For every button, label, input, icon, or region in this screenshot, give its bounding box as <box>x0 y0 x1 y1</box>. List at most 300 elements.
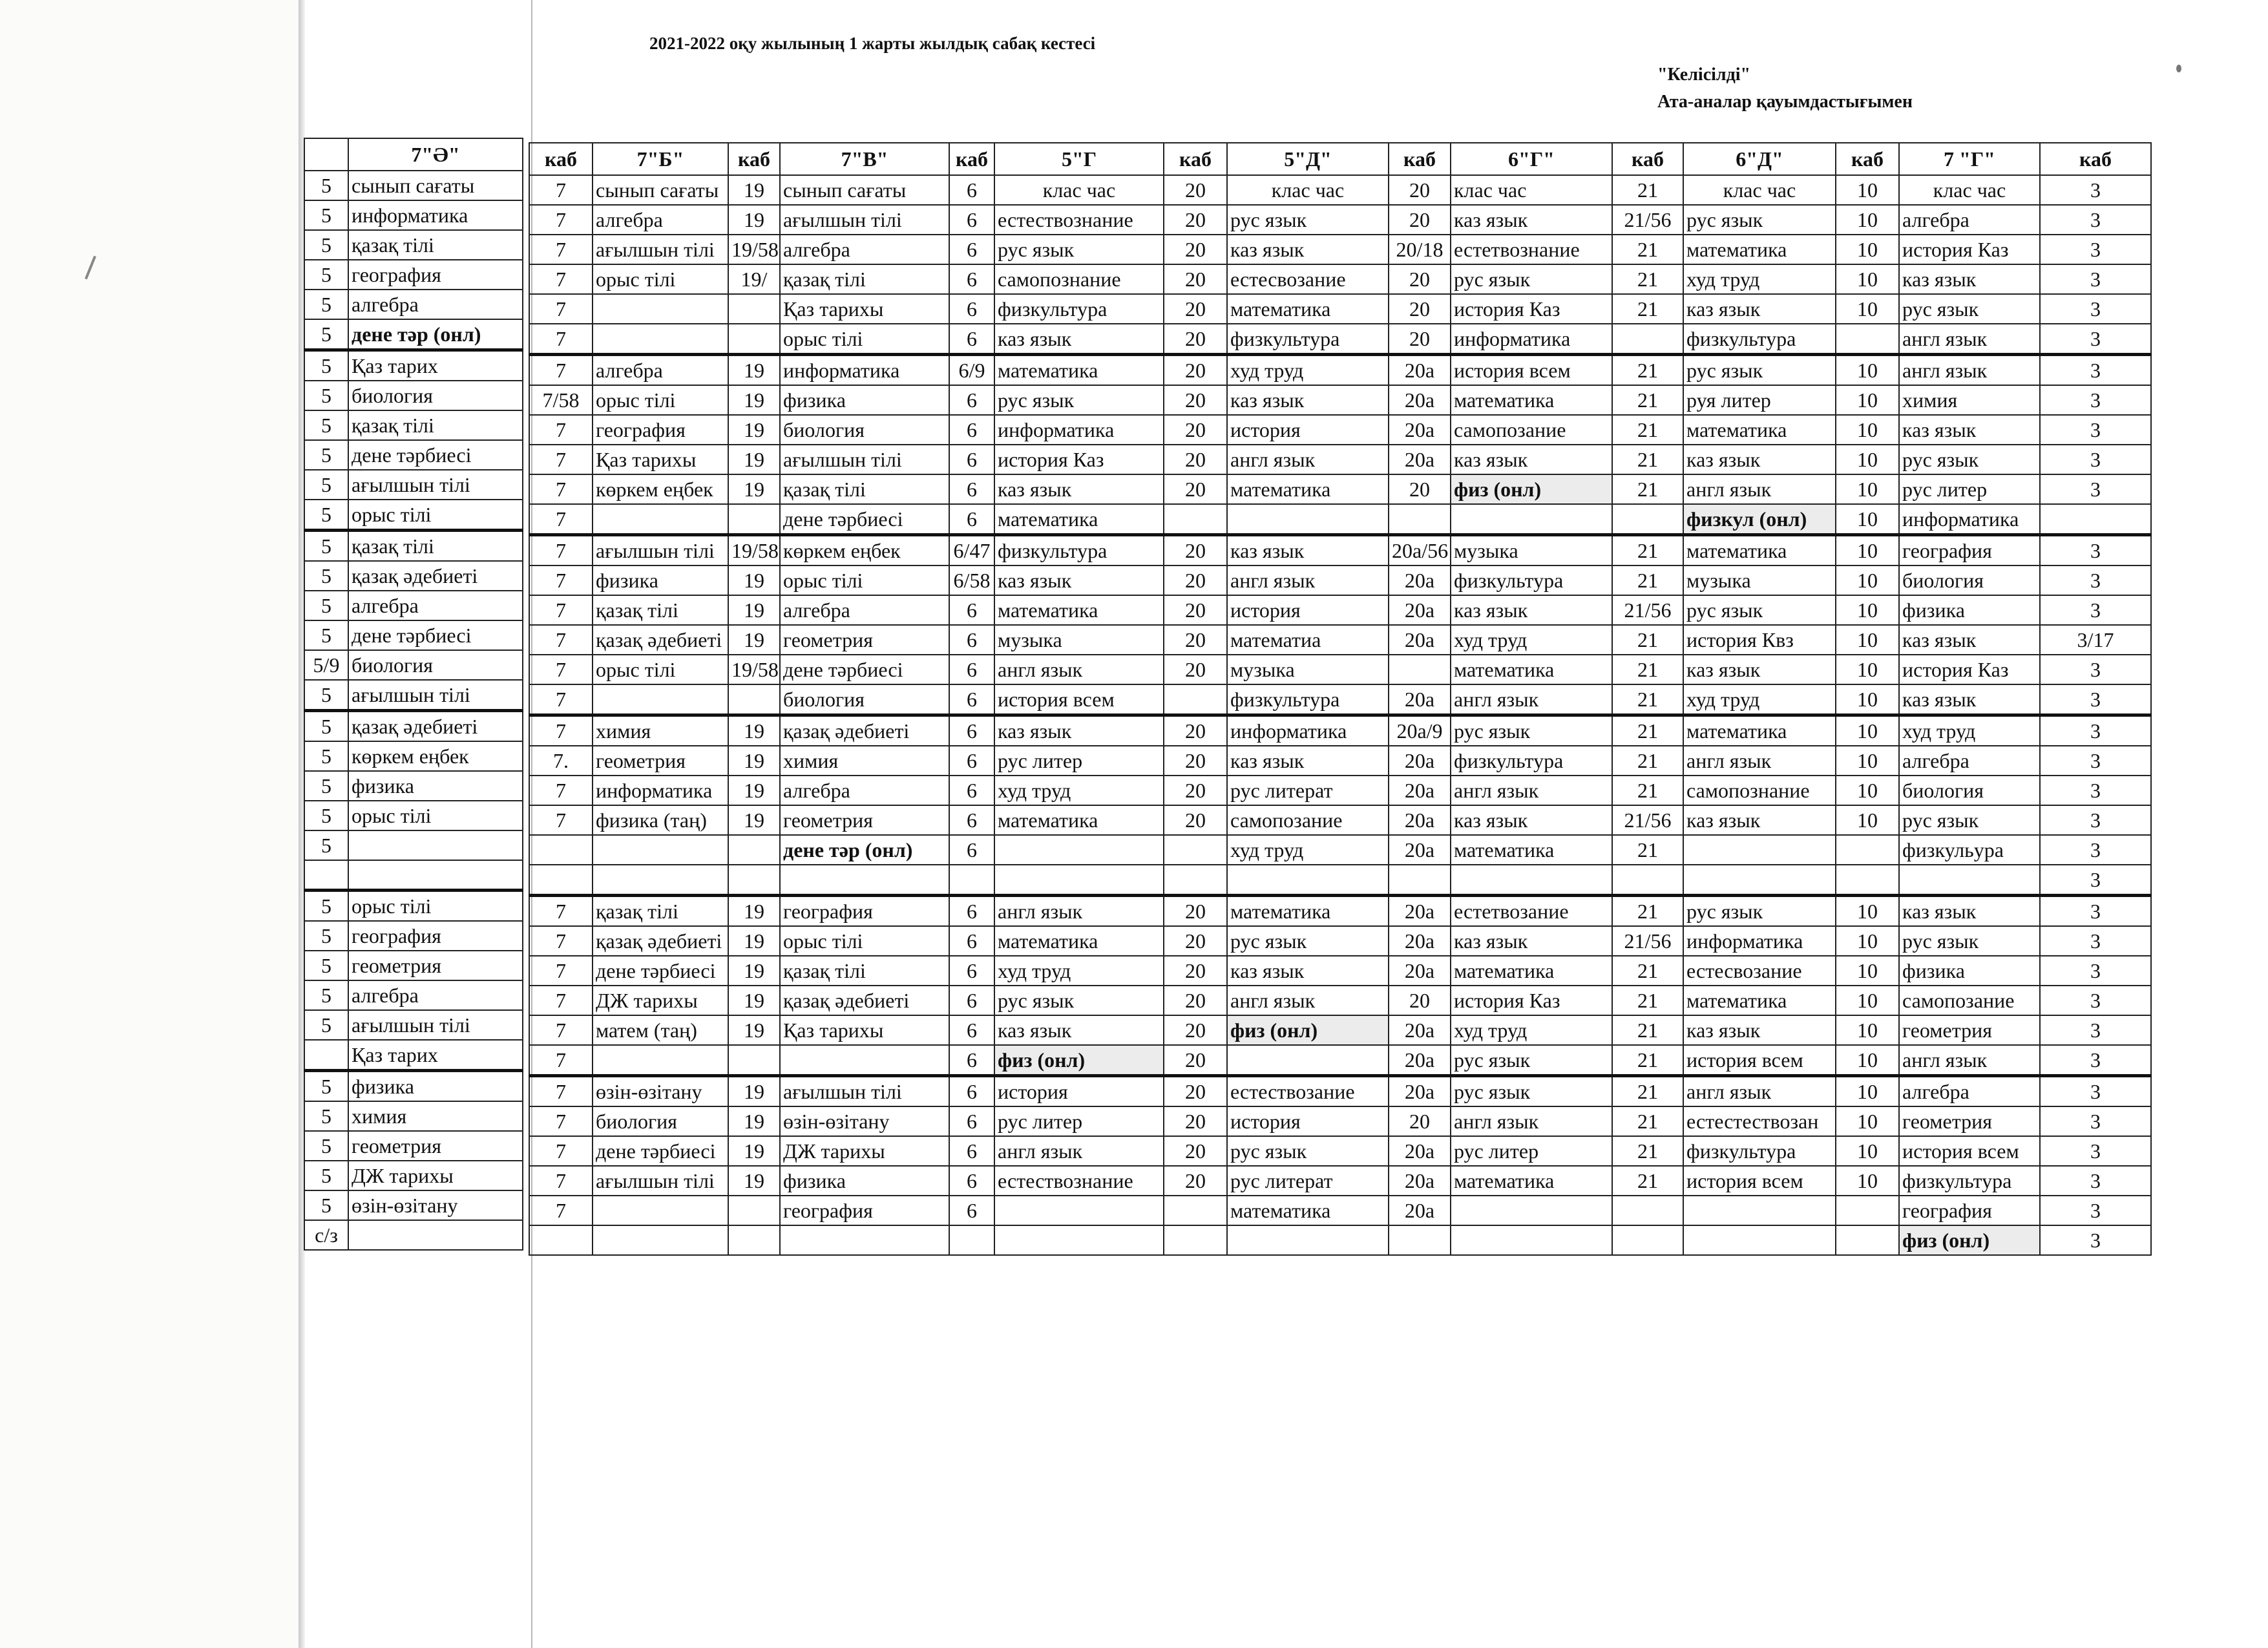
table-row <box>529 1106 2151 1136</box>
table-cell: ағылшын тілі <box>348 470 523 500</box>
table-cell: Қаз тарих <box>348 1040 523 1071</box>
table-row <box>529 1196 2151 1225</box>
table-cell: естествознание <box>994 1166 1164 1196</box>
table-cell: рус язык <box>1683 205 1836 235</box>
table-cell: математика <box>1451 385 1612 415</box>
table-cell: 20а <box>1389 1045 1451 1076</box>
table-cell <box>1451 1196 1612 1225</box>
table-row <box>304 531 523 562</box>
table-cell: 20 <box>1164 776 1227 805</box>
approval-line-2: Ата-аналар қауымдастығымен <box>1657 92 1913 112</box>
table-cell: с/з <box>304 1220 348 1250</box>
table-cell: естестествозан <box>1683 1106 1836 1136</box>
table-cell <box>728 1196 780 1225</box>
table-cell: рус язык <box>1683 355 1836 386</box>
table-cell: геометрия <box>780 625 949 655</box>
table-cell <box>1612 504 1683 535</box>
table-cell: англ язык <box>1451 776 1612 805</box>
table-cell: 10 <box>1836 684 1899 715</box>
table-cell: 19 <box>728 805 780 835</box>
table-cell: ДЖ тарихы <box>780 1136 949 1166</box>
table-cell: 20 <box>1164 655 1227 684</box>
table-cell: 6 <box>949 986 994 1015</box>
table-cell: каб <box>529 143 593 175</box>
table-cell <box>593 684 728 715</box>
table-cell: 21/56 <box>1612 205 1683 235</box>
table-cell: англ язык <box>1683 474 1836 504</box>
table-cell: қазақ тілі <box>593 896 728 927</box>
table-row <box>304 680 523 711</box>
table-cell: 21 <box>1612 1106 1683 1136</box>
table-cell: 5 <box>304 1190 348 1220</box>
table-cell: 10 <box>1836 1166 1899 1196</box>
table-cell <box>1836 835 1899 865</box>
table-cell: 7 <box>529 175 593 205</box>
table-cell: матем (таң) <box>593 1015 728 1045</box>
page-title: 2021-2022 оқу жылының 1 жарты жылдық сабақ кестесі <box>649 34 1096 53</box>
table-cell: 5 <box>304 1070 348 1101</box>
table-cell: ағылшын тілі <box>780 1076 949 1107</box>
table-cell: 10 <box>1836 565 1899 595</box>
table-cell: 7 <box>529 896 593 927</box>
table-cell: 10 <box>1836 355 1899 386</box>
table-cell: физика <box>348 771 523 801</box>
table-cell: 10 <box>1836 595 1899 625</box>
table-row <box>304 1161 523 1190</box>
table-cell <box>728 684 780 715</box>
table-cell: 6/9 <box>949 355 994 386</box>
table-cell: 5 <box>304 500 348 531</box>
table-row <box>304 650 523 680</box>
table-cell: ағылшын тілі <box>593 1166 728 1196</box>
table-cell: 19/58 <box>728 235 780 264</box>
table-cell: 6 <box>949 205 994 235</box>
table-cell: каз язык <box>1451 926 1612 956</box>
table-cell: клас час <box>1227 175 1389 205</box>
table-cell: 5 <box>304 290 348 319</box>
table-cell: 6 <box>949 684 994 715</box>
table-cell: қазақ тілі <box>780 956 949 986</box>
table-cell: музыка <box>1227 655 1389 684</box>
table-cell: 5 <box>304 470 348 500</box>
table-cell: алгебра <box>1899 1076 2040 1107</box>
table-row <box>304 230 523 260</box>
table-cell: 21 <box>1612 565 1683 595</box>
table-cell: математика <box>1227 896 1389 927</box>
table-cell <box>1389 655 1451 684</box>
table-cell: информатика <box>593 776 728 805</box>
table-cell: 7. <box>529 746 593 776</box>
table-cell: 20 <box>1389 986 1451 1015</box>
table-cell: 20 <box>1164 746 1227 776</box>
table-cell: 21 <box>1612 445 1683 474</box>
table-cell: 7 <box>529 684 593 715</box>
table-cell: 10 <box>1836 294 1899 324</box>
table-row <box>304 771 523 801</box>
table-cell: 10 <box>1836 535 1899 566</box>
table-cell: алгебра <box>780 776 949 805</box>
table-cell: 19 <box>728 776 780 805</box>
table-cell: 3 <box>2040 324 2151 355</box>
table-cell: 7 <box>529 1106 593 1136</box>
table-cell: 20а <box>1389 1196 1451 1225</box>
table-cell <box>348 1220 523 1250</box>
table-cell <box>1389 504 1451 535</box>
table-cell: 10 <box>1836 926 1899 956</box>
table-cell <box>1227 1225 1389 1255</box>
table-cell: 5"Д" <box>1227 143 1389 175</box>
table-cell: информатика <box>994 415 1164 445</box>
table-cell: 20а <box>1389 1015 1451 1045</box>
table-cell: самопознание <box>994 264 1164 294</box>
table-cell: 5 <box>304 1010 348 1040</box>
table-cell: 3 <box>2040 896 2151 927</box>
table-cell: 20 <box>1164 474 1227 504</box>
table-row <box>304 801 523 830</box>
table-cell: 3 <box>2040 175 2151 205</box>
table-cell: 20а/9 <box>1389 715 1451 746</box>
table-cell: 3 <box>2040 715 2151 746</box>
table-cell <box>304 138 348 171</box>
table-cell: рус язык <box>1899 926 2040 956</box>
table-cell: 6 <box>949 235 994 264</box>
table-cell: Қаз тарихы <box>780 294 949 324</box>
table-cell: 20 <box>1164 1106 1227 1136</box>
table-cell: 10 <box>1836 205 1899 235</box>
table-cell: каб <box>1836 143 1899 175</box>
table-cell: ағылшын тілі <box>593 535 728 566</box>
table-row <box>304 951 523 980</box>
table-cell: 20а <box>1389 1136 1451 1166</box>
table-cell: худ труд <box>1683 684 1836 715</box>
table-cell: рус язык <box>1683 595 1836 625</box>
approval-block <box>1657 61 1913 116</box>
table-cell <box>728 1225 780 1255</box>
table-row <box>304 1070 523 1101</box>
table-cell: 6 <box>949 175 994 205</box>
table-cell: 10 <box>1836 896 1899 927</box>
table-cell: каз язык <box>1227 956 1389 986</box>
table-cell: 6"Д" <box>1683 143 1836 175</box>
table-cell: 20а <box>1389 415 1451 445</box>
table-cell: ДЖ тарихы <box>593 986 728 1015</box>
table-cell <box>1836 1196 1899 1225</box>
table-cell: 20 <box>1164 715 1227 746</box>
table-cell: 19 <box>728 474 780 504</box>
table-cell: математика <box>1227 294 1389 324</box>
table-cell: рус литерат <box>1227 776 1389 805</box>
table-cell: 10 <box>1836 385 1899 415</box>
table-cell: рус литер <box>994 1106 1164 1136</box>
table-cell <box>529 1225 593 1255</box>
table-cell: 7 <box>529 355 593 386</box>
table-cell: 21 <box>1612 1015 1683 1045</box>
table-cell: 5 <box>304 200 348 230</box>
table-cell: 20 <box>1164 565 1227 595</box>
table-cell: 7 <box>529 655 593 684</box>
table-cell <box>1683 1196 1836 1225</box>
table-cell <box>994 1225 1164 1255</box>
table-cell: 3 <box>2040 805 2151 835</box>
table-cell: 6 <box>949 385 994 415</box>
table-cell: 21 <box>1612 956 1683 986</box>
table-cell: 10 <box>1836 715 1899 746</box>
table-cell: 6 <box>949 1045 994 1076</box>
table-row <box>529 175 2151 205</box>
table-cell: каз язык <box>1899 684 2040 715</box>
table-cell: 21 <box>1612 684 1683 715</box>
table-cell: 6 <box>949 415 994 445</box>
table-cell <box>1164 684 1227 715</box>
table-cell: англ язык <box>1451 684 1612 715</box>
table-cell: 21/56 <box>1612 926 1683 956</box>
table-cell: 10 <box>1836 415 1899 445</box>
table-cell: каз язык <box>994 474 1164 504</box>
table-cell: алгебра <box>1899 746 2040 776</box>
table-cell: өзін-өзітану <box>780 1106 949 1136</box>
table-cell <box>994 865 1164 896</box>
table-cell: информатика <box>1227 715 1389 746</box>
table-cell: 10 <box>1836 986 1899 1015</box>
table-cell: 20 <box>1164 625 1227 655</box>
table-row <box>529 324 2151 355</box>
table-cell: информатика <box>780 355 949 386</box>
table-cell: 21 <box>1612 264 1683 294</box>
table-cell: рус язык <box>1899 445 2040 474</box>
table-cell: 7 <box>529 625 593 655</box>
left-schedule-table <box>304 138 523 1251</box>
table-cell: 20а <box>1389 956 1451 986</box>
table-cell: 7 <box>529 535 593 566</box>
table-cell: 6 <box>949 264 994 294</box>
table-row <box>529 926 2151 956</box>
table-cell: Қаз тарих <box>348 350 523 381</box>
table-cell: 20 <box>1164 445 1227 474</box>
table-cell: 20 <box>1164 324 1227 355</box>
approval-line-1: "Келісілді" <box>1657 65 1751 85</box>
table-cell <box>994 1196 1164 1225</box>
table-cell: 7"Б" <box>593 143 728 175</box>
table-cell: 10 <box>1836 445 1899 474</box>
table-cell: өзін-өзітану <box>348 1190 523 1220</box>
table-cell <box>1836 865 1899 896</box>
table-cell: математика <box>994 805 1164 835</box>
table-cell: история всем <box>1683 1166 1836 1196</box>
table-row <box>529 655 2151 684</box>
table-row <box>304 711 523 742</box>
table-cell: 5 <box>304 591 348 620</box>
table-cell: 3 <box>2040 684 2151 715</box>
ink-dot <box>2176 65 2181 72</box>
table-cell: орыс тілі <box>348 801 523 830</box>
table-cell: география <box>1899 535 2040 566</box>
table-cell: рус литер <box>1899 474 2040 504</box>
table-cell: математика <box>1451 1166 1612 1196</box>
table-row <box>529 264 2151 294</box>
table-cell: алгебра <box>348 980 523 1010</box>
table-cell: каз язык <box>1451 595 1612 625</box>
table-cell <box>304 860 348 890</box>
table-row <box>304 591 523 620</box>
table-row <box>304 381 523 410</box>
table-cell: 19 <box>728 415 780 445</box>
table-cell: дене тәрбиесі <box>593 1136 728 1166</box>
table-cell: дене тәрбиесі <box>780 655 949 684</box>
table-cell: худ труд <box>1227 835 1389 865</box>
table-cell: 20а <box>1389 746 1451 776</box>
table-cell: рус язык <box>1451 264 1612 294</box>
table-row <box>304 1220 523 1250</box>
table-cell: каз язык <box>1899 264 2040 294</box>
table-cell: 20 <box>1164 1076 1227 1107</box>
table-cell: география <box>780 1196 949 1225</box>
table-cell: геометрия <box>1899 1015 2040 1045</box>
table-cell <box>1164 1196 1227 1225</box>
table-cell: қазақ тілі <box>348 230 523 260</box>
table-cell: каз язык <box>1451 805 1612 835</box>
table-cell: 21 <box>1612 746 1683 776</box>
table-cell: каз язык <box>1227 235 1389 264</box>
table-row <box>529 835 2151 865</box>
table-cell: көркем еңбек <box>593 474 728 504</box>
table-cell: 7 <box>529 1076 593 1107</box>
table-cell: 20 <box>1389 474 1451 504</box>
table-cell: худ труд <box>994 956 1164 986</box>
table-cell: 5 <box>304 531 348 562</box>
table-row <box>529 1015 2151 1045</box>
table-cell <box>728 294 780 324</box>
table-cell: 20 <box>1164 235 1227 264</box>
table-cell: 6 <box>949 1166 994 1196</box>
table-cell: биология <box>593 1106 728 1136</box>
table-cell: 6/47 <box>949 535 994 566</box>
table-cell: 21 <box>1612 835 1683 865</box>
table-cell: 19 <box>728 715 780 746</box>
table-cell: математика <box>1683 535 1836 566</box>
table-cell: 20а <box>1389 684 1451 715</box>
table-cell: физика <box>780 1166 949 1196</box>
table-cell: 20 <box>1164 986 1227 1015</box>
table-row <box>529 715 2151 746</box>
table-cell: 20 <box>1164 805 1227 835</box>
table-cell: 19 <box>728 625 780 655</box>
table-cell: 19 <box>728 926 780 956</box>
table-cell: 20 <box>1164 896 1227 927</box>
table-row <box>304 1190 523 1220</box>
table-cell: физкультура <box>994 535 1164 566</box>
table-cell: 10 <box>1836 1015 1899 1045</box>
table-row <box>304 860 523 890</box>
table-cell: история Каз <box>1899 235 2040 264</box>
table-cell: 19 <box>728 1076 780 1107</box>
table-cell: каз язык <box>1227 385 1389 415</box>
table-cell: 7 <box>529 1196 593 1225</box>
table-cell: Қаз тарихы <box>780 1015 949 1045</box>
table-cell: история <box>1227 1106 1389 1136</box>
table-cell: 10 <box>1836 746 1899 776</box>
table-cell: 20 <box>1164 1045 1227 1076</box>
table-cell: дене тәрбиесі <box>348 440 523 470</box>
table-row <box>304 561 523 591</box>
table-cell: 6 <box>949 805 994 835</box>
table-cell: биология <box>780 684 949 715</box>
table-cell: 19 <box>728 385 780 415</box>
table-row <box>529 1225 2151 1255</box>
table-cell: геометрия <box>1899 1106 2040 1136</box>
table-cell: 5 <box>304 741 348 771</box>
table-cell: 6 <box>949 294 994 324</box>
table-cell: қазақ әдебиеті <box>593 625 728 655</box>
table-cell: англ язык <box>1899 1045 2040 1076</box>
table-cell: 20/18 <box>1389 235 1451 264</box>
table-cell: 6 <box>949 1076 994 1107</box>
table-cell: англ язык <box>1899 324 2040 355</box>
table-cell: 5 <box>304 319 348 350</box>
table-row <box>529 565 2151 595</box>
table-cell: 21 <box>1612 385 1683 415</box>
table-cell: рус язык <box>1227 205 1389 235</box>
table-cell: 7 <box>529 415 593 445</box>
table-cell: 3 <box>2040 956 2151 986</box>
table-cell: 5 <box>304 230 348 260</box>
table-cell: 5 <box>304 381 348 410</box>
table-cell: 7"В" <box>780 143 949 175</box>
table-cell: 7 <box>529 205 593 235</box>
table-cell: география <box>348 921 523 951</box>
table-cell: 21 <box>1612 535 1683 566</box>
table-cell: рус язык <box>1451 1045 1612 1076</box>
table-cell: геометрия <box>348 951 523 980</box>
table-cell: англ язык <box>1227 986 1389 1015</box>
table-cell <box>1836 1225 1899 1255</box>
table-row <box>304 319 523 350</box>
table-cell: 3 <box>2040 235 2151 264</box>
table-cell <box>728 324 780 355</box>
table-row <box>529 355 2151 386</box>
table-cell: физ (онл) <box>1451 474 1612 504</box>
table-cell: 20а <box>1389 896 1451 927</box>
table-cell: 7 <box>529 565 593 595</box>
table-cell: математика <box>1683 235 1836 264</box>
table-cell: история всем <box>1683 1045 1836 1076</box>
table-cell: 20а <box>1389 565 1451 595</box>
table-cell: дене тәрбиесі <box>780 504 949 535</box>
table-cell: 3 <box>2040 565 2151 595</box>
table-cell: 7 <box>529 504 593 535</box>
table-cell: худ труд <box>1227 355 1389 386</box>
table-cell: англ язык <box>1227 565 1389 595</box>
table-cell: 5 <box>304 711 348 742</box>
table-cell: алгебра <box>348 290 523 319</box>
table-cell <box>348 830 523 860</box>
table-cell: химия <box>593 715 728 746</box>
table-cell: 20 <box>1389 294 1451 324</box>
table-cell: 5 <box>304 771 348 801</box>
table-cell <box>1227 504 1389 535</box>
table-cell: каз язык <box>1683 805 1836 835</box>
table-cell: Қаз тарихы <box>593 445 728 474</box>
table-cell: 3 <box>2040 926 2151 956</box>
table-cell <box>1164 835 1227 865</box>
table-cell: 5 <box>304 830 348 860</box>
table-cell: орыс тілі <box>593 264 728 294</box>
table-row <box>529 535 2151 566</box>
table-cell: алгебра <box>348 591 523 620</box>
table-cell: физика <box>348 1070 523 1101</box>
table-cell: 10 <box>1836 504 1899 535</box>
table-cell <box>949 865 994 896</box>
table-cell: англ язык <box>994 1136 1164 1166</box>
